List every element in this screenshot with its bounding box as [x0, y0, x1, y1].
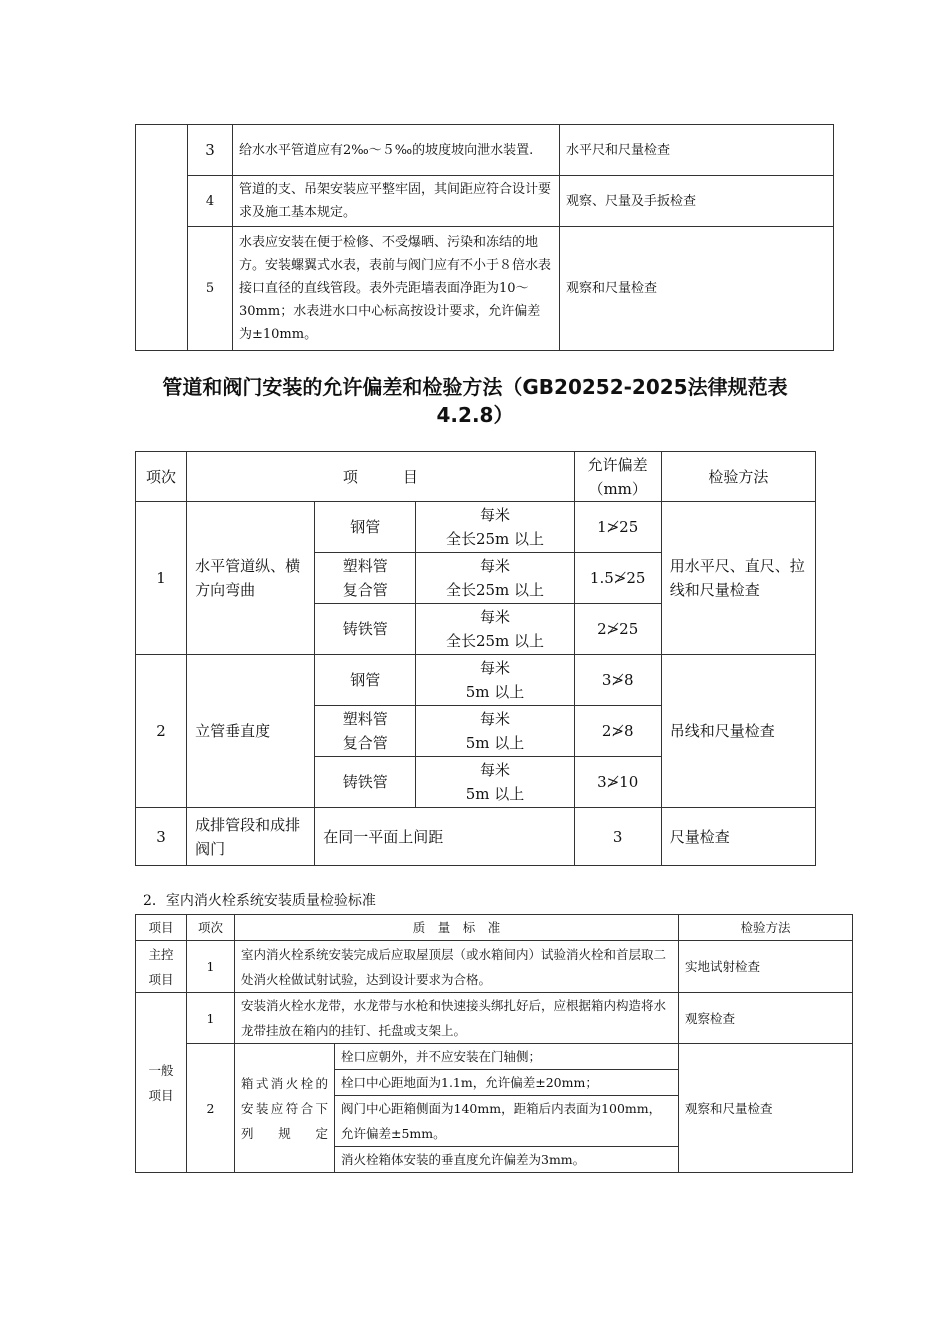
standard-text: 室内消火栓系统安装完成后应取屋顶层（或水箱间内）试验消火栓和首层取二处消火栓做试射试验，达到设计要求为合格。	[235, 941, 679, 993]
header-tolerance: 允许偏差（mm）	[574, 452, 661, 502]
tolerance-value: 2≯25	[574, 604, 661, 655]
sub-heading: 箱式消火栓的安装应符合下列规定	[235, 1044, 335, 1173]
fire-hydrant-standards-table	[135, 914, 853, 1173]
inspection-method: 用水平尺、直尺、拉线和尺量检查	[661, 502, 815, 655]
tolerance-value: 3≯8	[574, 655, 661, 706]
measure-range: 每米 全长25m 以上	[416, 604, 574, 655]
category-cell: 主控 项目	[136, 941, 187, 993]
table-header-row	[136, 915, 853, 941]
row-number: 2	[187, 1044, 235, 1173]
table-row	[136, 941, 853, 993]
pipe-type: 塑料管 复合管	[315, 706, 416, 757]
list-item: 阀门中心距箱侧面为140mm，距箱后内表面为100mm，允许偏差±5mm。	[335, 1096, 679, 1147]
group-number: 3	[136, 808, 187, 866]
header-method: 检验方法	[679, 915, 853, 941]
allowable-deviation-table	[135, 451, 816, 866]
measure-range: 每米 5m 以上	[416, 655, 574, 706]
pipe-type: 钢管	[315, 655, 416, 706]
inspection-method: 实地试射检查	[679, 941, 853, 993]
row-number: 1	[187, 993, 235, 1044]
table-header-row	[136, 452, 816, 502]
table-row	[136, 227, 834, 351]
list-item: 消火栓箱体安装的垂直度允许偏差为3mm。	[335, 1147, 679, 1173]
pipe-type: 塑料管 复合管	[315, 553, 416, 604]
inspection-method: 观察检查	[679, 993, 853, 1044]
list-item: 栓口应朝外，并不应安装在门轴侧；	[335, 1044, 679, 1070]
group-number: 1	[136, 502, 187, 655]
measure-range: 每米 5m 以上	[416, 706, 574, 757]
pipe-type: 钢管	[315, 502, 416, 553]
measure-range: 每米 5m 以上	[416, 757, 574, 808]
header-item: 项 目	[187, 452, 575, 502]
measure-range: 每米 全长25m 以上	[416, 502, 574, 553]
header-num: 项次	[136, 452, 187, 502]
inspection-method: 水平尺和尺量检查	[560, 125, 834, 176]
row-number: 1	[187, 941, 235, 993]
group-item: 立管垂直度	[187, 655, 315, 808]
inspection-method: 观察和尺量检查	[679, 1044, 853, 1173]
group-number: 2	[136, 655, 187, 808]
header-standard: 质 量 标 准	[235, 915, 679, 941]
table-row	[136, 808, 816, 866]
inspection-method: 观察、尺量及手扳检查	[560, 176, 834, 227]
inspection-method: 尺量检查	[661, 808, 815, 866]
row-number: 3	[188, 125, 233, 176]
header-category: 项目	[136, 915, 187, 941]
section-caption: 2．室内消火栓系统安装质量检验标准	[143, 893, 376, 909]
tolerance-value: 3≯10	[574, 757, 661, 808]
tolerance-value: 2≯8	[574, 706, 661, 757]
tolerance-value: 3	[574, 808, 661, 866]
table-row	[136, 1044, 853, 1070]
table-row	[136, 993, 853, 1044]
row-number: 5	[188, 227, 233, 351]
pipe-installation-standards-table	[135, 124, 834, 351]
standard-text: 水表应安装在便于检修、不受爆晒、污染和冻结的地方。安装螺翼式水表，表前与阀门应有不小于８倍水表接口直径的直线管段。表外壳距墙表面净距为10～30mm；水表进水口中心标高按设计要求，允许偏差为±10mm。	[233, 227, 560, 351]
group-item: 成排管段和成排阀门	[187, 808, 315, 866]
table-row	[136, 502, 816, 553]
standard-text: 安装消火栓水龙带，水龙带与水枪和快速接头绑扎好后，应根据箱内构造将水龙带挂放在箱内的挂钉、托盘或支架上。	[235, 993, 679, 1044]
inspection-method: 吊线和尺量检查	[661, 655, 815, 808]
tolerance-value: 1≯25	[574, 502, 661, 553]
category-cell	[136, 125, 188, 351]
measure-range: 在同一平面上间距	[315, 808, 574, 866]
standard-text: 管道的支、吊架安装应平整牢固，其间距应符合设计要求及施工基本规定。	[233, 176, 560, 227]
standard-text: 给水水平管道应有2‰～５‰的坡度坡向泄水装置.	[233, 125, 560, 176]
header-method: 检验方法	[661, 452, 815, 502]
section-heading: 管道和阀门安装的允许偏差和检验方法（GB20252-2025法律规范表4.2.8）	[162, 375, 788, 427]
table-row	[136, 176, 834, 227]
list-item: 栓口中心距地面为1.1m，允许偏差±20mm；	[335, 1070, 679, 1096]
table-row	[136, 655, 816, 706]
pipe-type: 铸铁管	[315, 604, 416, 655]
table-row	[136, 125, 834, 176]
group-item: 水平管道纵、横方向弯曲	[187, 502, 315, 655]
header-num: 项次	[187, 915, 235, 941]
tolerance-value: 1.5≯25	[574, 553, 661, 604]
measure-range: 每米 全长25m 以上	[416, 553, 574, 604]
row-number: 4	[188, 176, 233, 227]
inspection-method: 观察和尺量检查	[560, 227, 834, 351]
category-cell: 一般 项目	[136, 993, 187, 1173]
pipe-type: 铸铁管	[315, 757, 416, 808]
